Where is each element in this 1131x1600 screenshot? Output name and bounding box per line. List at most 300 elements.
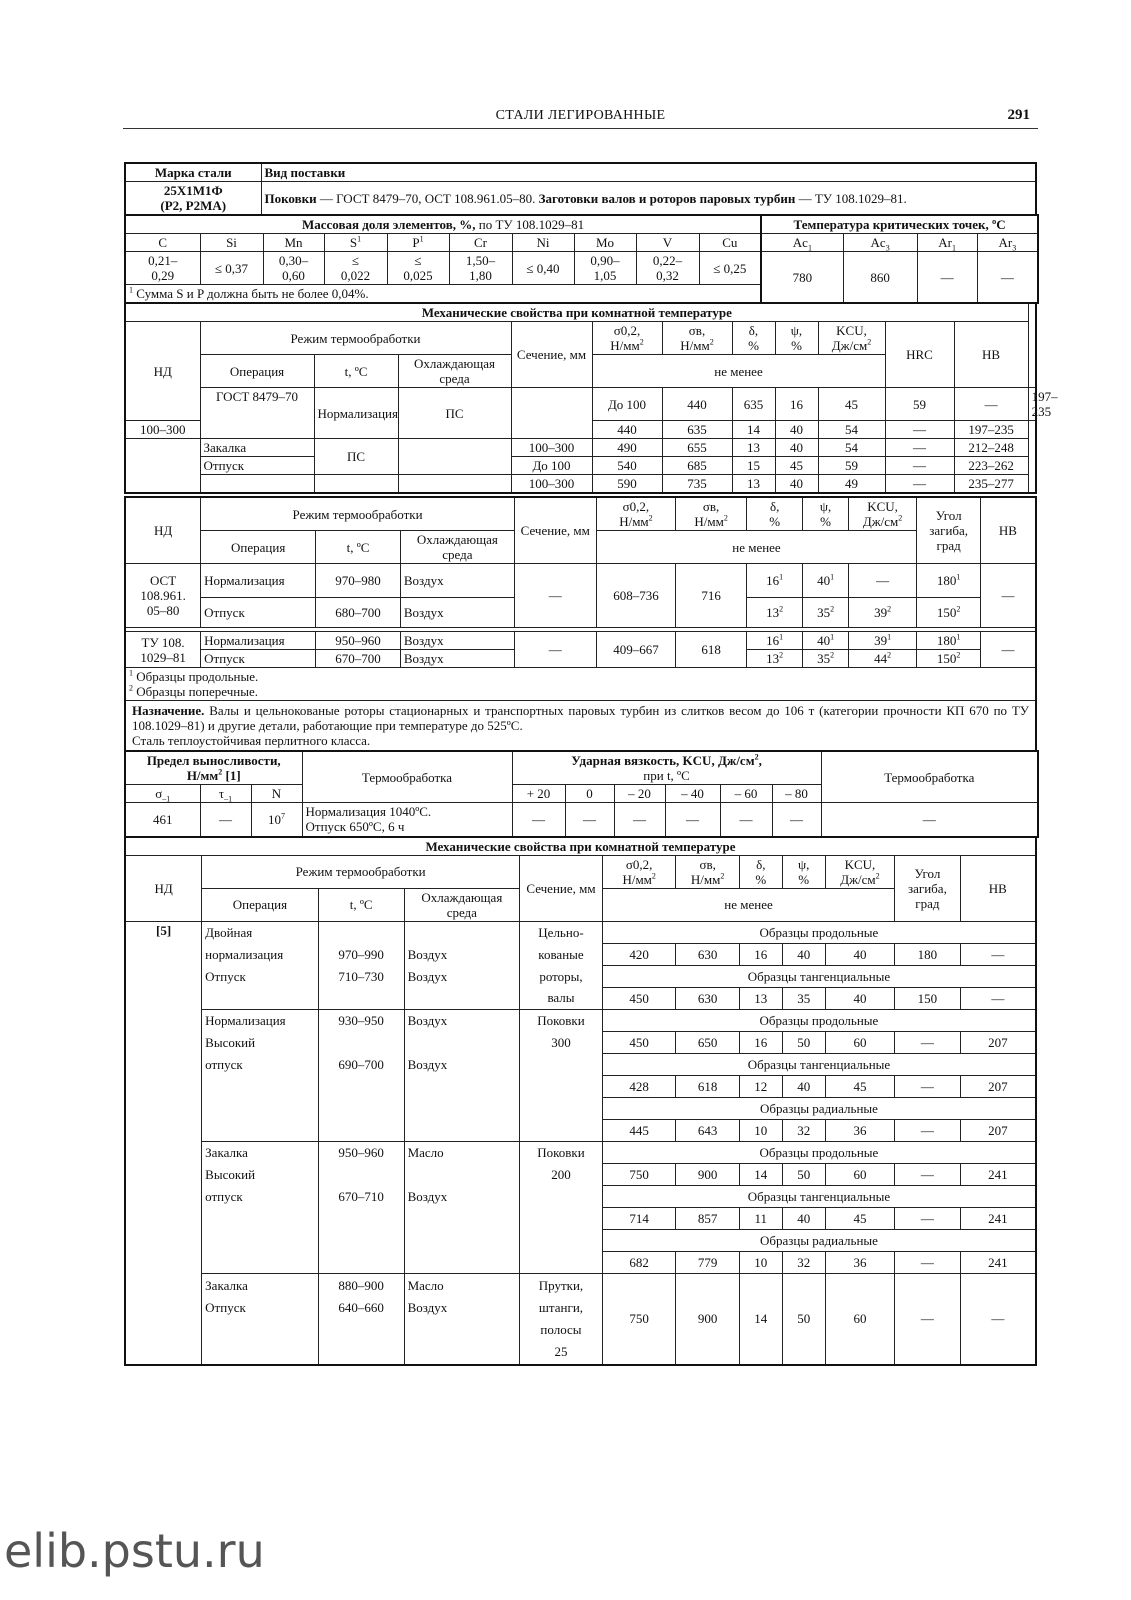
gost-kcu-3: 54 — [818, 439, 885, 457]
ref5-temp: 950–960 — [318, 1141, 404, 1163]
table-row — [125, 1185, 1036, 1207]
ref5-last-value: — — [895, 1273, 960, 1365]
gost-s02-5: 590 — [592, 475, 662, 494]
impact-val-5: — — [720, 803, 772, 837]
table-row — [125, 987, 1036, 1009]
ref5-value: 618 — [676, 1075, 739, 1097]
temp-col-1: + 20 — [512, 785, 565, 803]
ref5-value: 14 — [739, 1163, 782, 1185]
ref5-value: 779 — [676, 1251, 739, 1273]
ref5-cool: Воздух — [404, 1053, 520, 1075]
gost-sb-1: 635 — [732, 388, 775, 421]
ref5-temp: 690–700 — [318, 1053, 404, 1075]
element-mn: Mn — [263, 234, 324, 252]
table-row — [125, 1273, 1036, 1365]
ref5-value: 12 — [739, 1075, 782, 1097]
tau-val: — — [200, 803, 251, 837]
mode-header-2: Режим термообработки — [201, 497, 515, 531]
ref5-section — [520, 1119, 603, 1141]
table-row — [125, 943, 1036, 965]
ost-nd: ОСТ 108.961. 05–80 — [125, 564, 201, 628]
purpose-label: Назначение. — [132, 703, 205, 718]
table-row — [125, 1053, 1036, 1075]
composition-value-ni: ≤ 0,40 — [512, 252, 574, 285]
gost-kcu-1: 59 — [885, 388, 954, 421]
temp-col-6: – 80 — [772, 785, 821, 803]
gost-d-3: 13 — [732, 439, 775, 457]
ost-c1: Воздух — [400, 564, 514, 598]
gost-sb-3: 655 — [662, 439, 732, 457]
table-row — [125, 965, 1036, 987]
element-cr: Cr — [449, 234, 512, 252]
delta-header-3: δ, % — [739, 855, 782, 888]
element-ni: Ni — [512, 234, 574, 252]
cooling-header-2: Охлаждающая среда — [400, 531, 514, 564]
tu-sb: 618 — [676, 632, 747, 668]
ref5-section: Поковки — [520, 1009, 603, 1031]
operation-header: Операция — [200, 355, 314, 388]
ref5-value: 40 — [825, 943, 895, 965]
composition-values-row — [125, 252, 1038, 285]
ost-c2: Воздух — [400, 598, 514, 628]
sample-orientation-label: Образцы тангенциальные — [602, 965, 1036, 987]
ref5-temp: 930–950 — [318, 1009, 404, 1031]
ref5-section: валы — [520, 987, 603, 1009]
tu-p2: $35^2$ — [803, 650, 848, 668]
ref5-value: 11 — [739, 1207, 782, 1229]
ref5-section — [520, 1251, 603, 1273]
ost-k2: $39^2$ — [848, 598, 917, 628]
ref5-value: 241 — [960, 1163, 1036, 1185]
ref5-value: 650 — [676, 1031, 739, 1053]
gost-hrc-4: — — [885, 457, 954, 475]
ref5-section: Цельно- — [520, 921, 603, 943]
ref5-section — [520, 1185, 603, 1207]
ref5-cool — [404, 1097, 520, 1119]
ref5-section: Поковки — [520, 1141, 603, 1163]
ost-p1: $40^1$ — [803, 564, 848, 598]
critical-value-3: — — [977, 252, 1038, 304]
steel-datasheet — [124, 162, 1058, 1366]
delta-header-2: δ, % — [746, 497, 802, 531]
gost-op-t: Отпуск — [200, 457, 314, 475]
composition-title-ref: по ТУ 108.1029–81 — [475, 217, 585, 232]
gost-hrc-2: — — [885, 421, 954, 439]
ref5-temp — [318, 1075, 404, 1097]
ref5-op: Закалка — [202, 1141, 319, 1163]
gost-sec-5: 100–300 — [511, 475, 592, 494]
kcu-header-3: KCU, $Дж/см^2$ — [825, 855, 895, 888]
ref5-cool — [404, 1251, 520, 1273]
ost-d1: $16^1$ — [746, 564, 802, 598]
min-label-2: не менее — [596, 531, 917, 564]
ref5-value: — — [895, 1207, 960, 1229]
gost-s02-4: 540 — [592, 457, 662, 475]
ref5-value: 150 — [895, 987, 960, 1009]
ost-s02: 608–736 — [596, 564, 676, 628]
cooling-header-3: Охлаждающая среда — [404, 888, 520, 921]
element-s: $S^1$ — [324, 234, 387, 252]
mode-header: Режим термообработки — [200, 322, 511, 355]
ref5-value: 40 — [825, 987, 895, 1009]
ref5-temp — [318, 1119, 404, 1141]
composition-value-si: ≤ 0,37 — [200, 252, 263, 285]
ref5-section: кованые — [520, 943, 603, 965]
ref5-temp — [318, 1163, 404, 1185]
ref5-temp — [318, 987, 404, 1009]
ref5-value: — — [895, 1163, 960, 1185]
hrc-header: HRC — [885, 322, 954, 388]
table-row — [125, 1009, 1036, 1031]
ref5-op: Высокий — [202, 1031, 319, 1053]
element-mo: Mo — [574, 234, 636, 252]
ref5-cool — [404, 1119, 520, 1141]
footnote-1: $^1$ Образцы продольные. — [129, 668, 259, 684]
ref5-last-temp: 880–900 640–660 — [318, 1273, 404, 1365]
ref5-value: 682 — [602, 1251, 676, 1273]
grade-table — [124, 162, 1037, 216]
kcu-header-2: KCU, $Дж/см^2$ — [848, 497, 917, 531]
kcu-header: KCU, $Дж/см^2$ — [818, 322, 885, 355]
ref5-cool — [404, 921, 520, 943]
composition-title — [125, 215, 761, 234]
composition-value-mn: 0,30– 0,60 — [263, 252, 324, 285]
gost-op-norm: Нормализация — [314, 388, 398, 439]
ref5-op — [202, 1075, 319, 1097]
ref5-value: 40 — [782, 1207, 825, 1229]
gost-d-4: 15 — [732, 457, 775, 475]
critical-point-2: $Ar_1$ — [917, 234, 977, 252]
gost-sb-4: 685 — [662, 457, 732, 475]
ref5-value: 445 — [602, 1119, 676, 1141]
gost-temp-ps: ПС — [398, 388, 511, 439]
section-header-3: Сечение, мм — [520, 855, 603, 921]
supply-t2: — ТУ 108.1029–81. — [795, 190, 907, 206]
ref5-op — [202, 1097, 319, 1119]
purpose-block — [125, 701, 1036, 752]
composition-value-cu: ≤ 0,25 — [699, 252, 761, 285]
psi-header-2: ψ, % — [803, 497, 848, 531]
critical-points-title: Температура критических точек, ºС — [761, 215, 1038, 234]
ost-t2: 680–700 — [316, 598, 401, 628]
tu-s02: 409–667 — [596, 632, 676, 668]
critical-value-2: — — [917, 252, 977, 304]
composition-value-s: ≤ 0,022 — [324, 252, 387, 285]
min-label: не менее — [592, 355, 885, 388]
ref5-value: 36 — [825, 1119, 895, 1141]
gost-nd: ГОСТ 8479–70 — [200, 388, 314, 439]
impact-val-4: — — [665, 803, 720, 837]
composition-value-v: 0,22– 0,32 — [636, 252, 699, 285]
ost-sec: — — [514, 564, 596, 628]
gost-s02-3: 490 — [592, 439, 662, 457]
critical-point-1: $Ac_3$ — [843, 234, 917, 252]
ref5-value: 630 — [676, 987, 739, 1009]
tu-t1: 950–960 — [316, 632, 401, 650]
temp-col-2: 0 — [565, 785, 614, 803]
composition-table — [124, 214, 1039, 304]
ref5-value: 450 — [602, 1031, 676, 1053]
ref5-op: Отпуск — [202, 965, 319, 987]
element-p: $P^1$ — [387, 234, 449, 252]
gost-psi-4: 45 — [775, 457, 818, 475]
hb-header-3: HB — [960, 855, 1036, 921]
tu-d1: $16^1$ — [746, 632, 802, 650]
ref5-nd: [5] — [125, 921, 202, 1365]
ref5-temp: 710–730 — [318, 965, 404, 987]
ref5-cool — [404, 987, 520, 1009]
s02-header: σ0,2, $Н/мм^2$ — [592, 322, 662, 355]
nd-header-3: НД — [125, 855, 202, 921]
sigma-col: $\sigma_{-1}$ — [125, 785, 200, 803]
ref5-cool: Воздух — [404, 965, 520, 987]
ref5-op — [202, 1207, 319, 1229]
table-row — [125, 1229, 1036, 1251]
nd-header: НД — [125, 322, 200, 421]
gost-hb-1: 197–235 — [1028, 388, 1036, 421]
gost-op-empty — [200, 475, 314, 494]
composition-value-cr: 1,50– 1,80 — [449, 252, 512, 285]
gost-s02-1: 440 — [662, 388, 732, 421]
impact-heat-val: — — [821, 803, 1038, 837]
gost-kcu-5: 49 — [818, 475, 885, 494]
n-col: N — [251, 785, 302, 803]
table-row — [125, 1207, 1036, 1229]
sb-header-2: σв, $Н/мм^2$ — [676, 497, 747, 531]
tu-k1: $39^1$ — [848, 632, 917, 650]
tu-op2: Отпуск — [201, 650, 316, 668]
ref5-value: 857 — [676, 1207, 739, 1229]
mech-props-ost-table — [124, 496, 1037, 752]
psi-header: ψ, % — [775, 322, 818, 355]
ref5-cool — [404, 1075, 520, 1097]
ref5-value: 60 — [825, 1031, 895, 1053]
impact-val-2: — — [565, 803, 614, 837]
elements-row — [125, 234, 1038, 252]
ref5-value: 60 — [825, 1163, 895, 1185]
ref5-temp: 970–990 — [318, 943, 404, 965]
ref5-section — [520, 1207, 603, 1229]
sample-orientation-label: Образцы радиальные — [602, 1229, 1036, 1251]
bend-header-2: Угол загиба, град — [917, 497, 981, 564]
ost-sb: 716 — [676, 564, 747, 628]
gost-sec-3: 100–300 — [511, 439, 592, 457]
element-si: Si — [200, 234, 263, 252]
ref5-last-value: 60 — [825, 1273, 895, 1365]
supply-b1: Поковки — [264, 190, 317, 206]
supply-b2: Заготовки валов и роторов паровых турбин — [538, 190, 796, 206]
gost-d-2: 14 — [732, 421, 775, 439]
ref5-value: — — [895, 1251, 960, 1273]
ref5-section — [520, 1075, 603, 1097]
ref5-value: 207 — [960, 1031, 1036, 1053]
ref5-value: 40 — [782, 943, 825, 965]
mech1-title: Механические свойства при комнатной температуре — [125, 303, 1028, 322]
ref5-cool — [404, 1163, 520, 1185]
tu-hb: — — [980, 632, 1036, 668]
composition-value-mo: 0,90– 1,05 — [574, 252, 636, 285]
ref5-value: 420 — [602, 943, 676, 965]
ref5-value: 180 — [895, 943, 960, 965]
gost-temp-ps-2: ПС — [314, 439, 398, 475]
ref5-value: 10 — [739, 1119, 782, 1141]
critical-point-0: $Ac_1$ — [761, 234, 843, 252]
ref5-value: 207 — [960, 1119, 1036, 1141]
ref5-section: роторы, — [520, 965, 603, 987]
ref5-value: 643 — [676, 1119, 739, 1141]
ref5-last-value: — — [960, 1273, 1036, 1365]
grade-code: 25Х1М1Ф — [163, 183, 223, 198]
composition-footnote-text: Сумма S и P должна быть не более 0,04%. — [136, 286, 369, 301]
ref5-value: 900 — [676, 1163, 739, 1185]
n-val: $10^7$ — [251, 803, 302, 837]
ref5-op: Двойная — [202, 921, 319, 943]
min-label-3: не менее — [602, 888, 894, 921]
table-row — [125, 921, 1036, 943]
purpose-body: Валы и цельнокованые роторы стационарных и транспортных паровых турбин из слитков весом до 106 т (категории прочности КП 670 по ТУ 108.1029–81) и другие детали, работающие при температуре до 525ºС. — [132, 703, 1029, 733]
gost-d-5: 13 — [732, 475, 775, 494]
section-header: Сечение, мм — [511, 322, 592, 388]
cooling-header: Охлаждающая среда — [398, 355, 511, 388]
ref5-value: 45 — [825, 1207, 895, 1229]
gost-temp-empty — [314, 475, 398, 494]
tu-p1: $40^1$ — [803, 632, 848, 650]
impact-heat-header: Термообработка — [821, 751, 1038, 803]
ref5-last-op: Закалка Отпуск — [202, 1273, 319, 1365]
tu-nd: ТУ 108. 1029–81 — [125, 632, 201, 668]
gost-op-q: Закалка — [200, 439, 314, 457]
element-c: C — [125, 234, 200, 252]
ref5-value: 13 — [739, 987, 782, 1009]
critical-value-0: 780 — [761, 252, 843, 304]
operation-header-3: Операция — [202, 888, 319, 921]
ref5-value: 428 — [602, 1075, 676, 1097]
tu-c2: Воздух — [400, 650, 514, 668]
ref5-temp: 670–710 — [318, 1185, 404, 1207]
fatigue-impact-table — [124, 750, 1039, 838]
ref5-value: 16 — [739, 1031, 782, 1053]
ref5-op: отпуск — [202, 1053, 319, 1075]
ref5-value: 50 — [782, 1163, 825, 1185]
ref5-cool — [404, 1229, 520, 1251]
ref5-op — [202, 1229, 319, 1251]
composition-title-bold: Массовая доля элементов, %, — [302, 217, 476, 232]
ref5-value: 750 — [602, 1163, 676, 1185]
ref5-cool: Масло — [404, 1141, 520, 1163]
ref5-op — [202, 987, 319, 1009]
temp-header-3: t, ºС — [318, 888, 404, 921]
gost-psi-3: 40 — [775, 439, 818, 457]
table-row — [125, 1075, 1036, 1097]
running-title: СТАЛИ ЛЕГИРОВАННЫЕ — [495, 108, 666, 123]
ref5-cool: Воздух — [404, 1009, 520, 1031]
ref5-temp — [318, 1251, 404, 1273]
gost-sb-5: 735 — [662, 475, 732, 494]
supply-label: Вид поставки — [261, 163, 1036, 182]
delta-header: δ, % — [732, 322, 775, 355]
gost-hrc-1: — — [954, 388, 1028, 421]
impact-val-3: — — [614, 803, 665, 837]
ref5-section: 200 — [520, 1163, 603, 1185]
ost-d2: $13^2$ — [746, 598, 802, 628]
tu-d2: $13^2$ — [746, 650, 802, 668]
ost-op1: Нормализация — [201, 564, 316, 598]
ref5-value: 40 — [782, 1075, 825, 1097]
purpose-line2: Сталь теплоустойчивая перлитного класса. — [132, 733, 371, 748]
ref5-value: 714 — [602, 1207, 676, 1229]
footnote-2: $^2$ Образцы поперечные. — [129, 683, 258, 699]
ref5-value: 36 — [825, 1251, 895, 1273]
gost-psi-5: 40 — [775, 475, 818, 494]
psi-header-3: ψ, % — [782, 855, 825, 888]
mech2-footnotes — [125, 668, 1036, 701]
temp-col-4: – 40 — [665, 785, 720, 803]
mode-header-3: Режим термообработки — [202, 855, 520, 888]
s02-header-3: σ0,2, $Н/мм^2$ — [602, 855, 676, 888]
gost-hrc-5: — — [885, 475, 954, 494]
ref5-op: Нормализация — [202, 1009, 319, 1031]
ref5-temp — [318, 1207, 404, 1229]
table-row — [125, 1031, 1036, 1053]
ref5-op — [202, 1119, 319, 1141]
fatigue-heat-header: Термообработка — [302, 751, 512, 803]
ost-k1: — — [848, 564, 917, 598]
grade-label: Марка стали — [125, 163, 261, 182]
page-header — [123, 106, 1038, 129]
ref5-value: 16 — [739, 943, 782, 965]
temp-col-5: – 60 — [720, 785, 772, 803]
temp-col-3: – 20 — [614, 785, 665, 803]
element-v: V — [636, 234, 699, 252]
impact-title: Ударная вязкость, KCU, $Дж/см^2$, при t, ºС — [512, 751, 821, 785]
ref5-value: 630 — [676, 943, 739, 965]
gost-row-1: До 100 — [592, 388, 662, 421]
gost-cool-empty-3 — [398, 475, 511, 494]
nd-header-2: НД — [125, 497, 201, 564]
table-row — [125, 1119, 1036, 1141]
sample-orientation-label: Образцы продольные — [602, 1009, 1036, 1031]
tau-col: $\tau_{-1}$ — [200, 785, 251, 803]
supply-text — [261, 182, 1036, 216]
table-row — [125, 1163, 1036, 1185]
sb-header-3: σв, $Н/мм^2$ — [676, 855, 739, 888]
ref5-temp — [318, 1229, 404, 1251]
tu-sec: — — [514, 632, 596, 668]
ost-p2: $35^2$ — [803, 598, 848, 628]
ref5-op: отпуск — [202, 1185, 319, 1207]
composition-value-c: 0,21– 0,29 — [125, 252, 200, 285]
gost-cool-empty — [511, 388, 592, 439]
ref5-temp — [318, 921, 404, 943]
ref5-value: 32 — [782, 1119, 825, 1141]
temp-header: t, ºС — [314, 355, 398, 388]
ref5-last-value: 14 — [739, 1273, 782, 1365]
ref5-op — [202, 1251, 319, 1273]
ost-op2: Отпуск — [201, 598, 316, 628]
purpose-text — [132, 703, 1029, 733]
ref5-value: 241 — [960, 1251, 1036, 1273]
footnote-mark: 1 — [129, 285, 133, 295]
tu-b2: $150^2$ — [917, 650, 981, 668]
gost-cool-empty-2 — [398, 439, 511, 475]
ost-hb: — — [980, 564, 1036, 628]
critical-point-3: $Ar_3$ — [977, 234, 1038, 252]
ref5-value: 45 — [825, 1075, 895, 1097]
gost-d-1: 16 — [775, 388, 818, 421]
gost-kcu-4: 59 — [818, 457, 885, 475]
ref5-temp — [318, 1097, 404, 1119]
ref5-last-section: Прутки, штанги, полосы 25 — [520, 1273, 603, 1365]
